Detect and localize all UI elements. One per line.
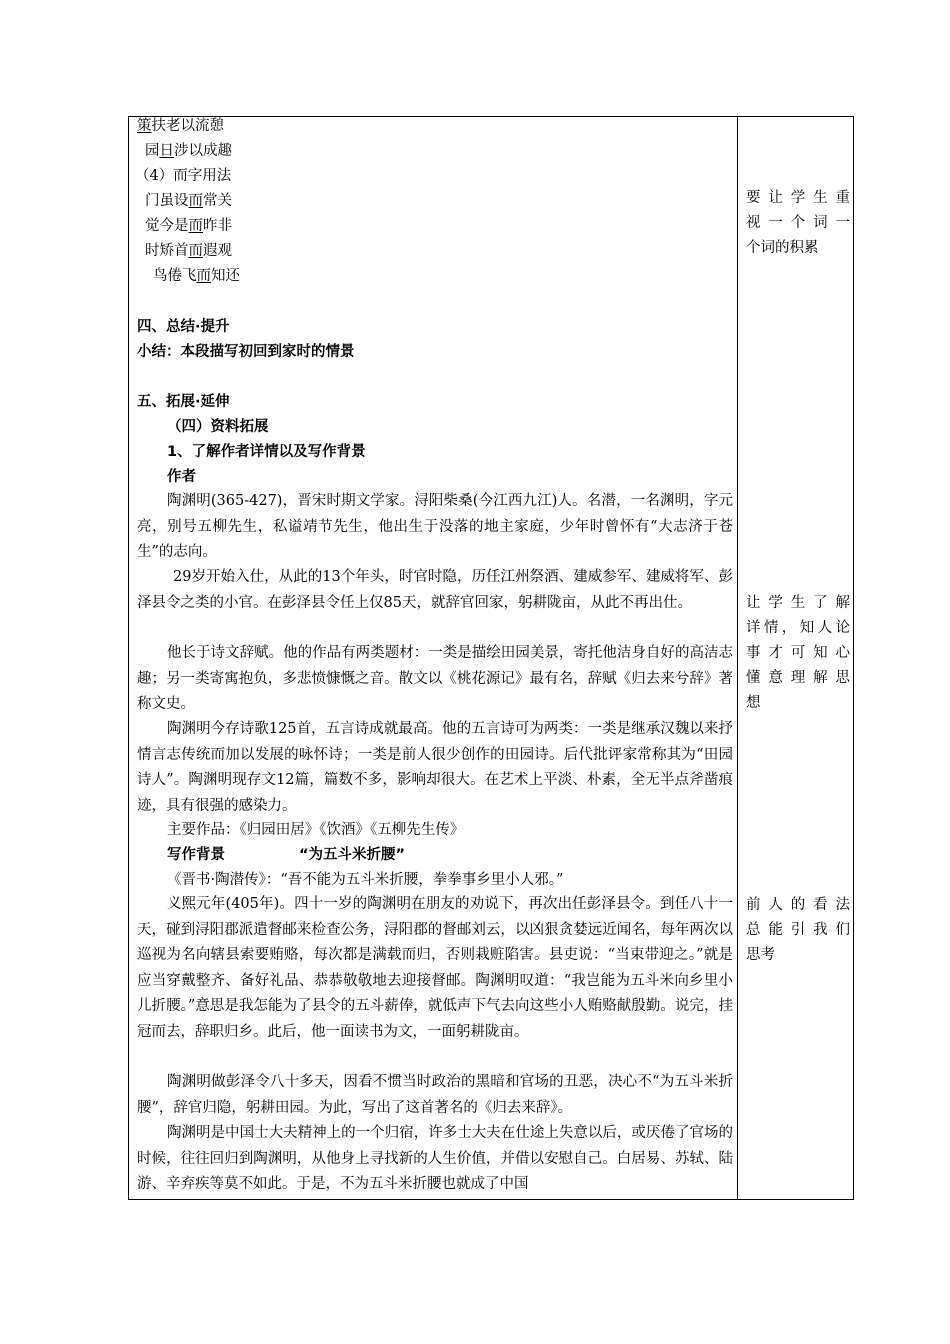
- underlined-word: 日: [159, 143, 174, 159]
- note-3-line: 思考: [746, 947, 775, 963]
- main-works: 主要作品：《归园田居》《饮酒》《五柳先生传》: [167, 822, 465, 838]
- background-title: “为五斗米折腰”: [299, 847, 406, 863]
- subsection-heading: （四）资料拓展: [167, 419, 269, 435]
- vocab-line-2: 园日涉以成趣: [145, 143, 232, 159]
- historical-quote: 《晋书·陶潜传》：“吾不能为五斗米折腰，拳拳事乡里小人邪。”: [167, 872, 564, 888]
- er-example: 时矫首而遐观: [145, 243, 232, 259]
- column-divider: [737, 117, 738, 1199]
- background-label: 写作背景: [167, 847, 225, 863]
- underlined-word: 而: [188, 243, 203, 259]
- section-4-heading: 四、总结·提升: [137, 319, 230, 335]
- er-example: 门虽设而常关: [145, 193, 232, 209]
- author-paragraph-1: 陶渊明(365-427)，晋宋时期文学家。浔阳柴桑(今江西九江)人。名潜，一名渊明，字元亮，别号五柳先生，私谥靖节先生，他出生于没落的地主家庭，少年时曾怀有“大志济于苍生”的志向。: [137, 493, 733, 560]
- note-3-line: 前人的看法: [746, 897, 850, 913]
- er-usage-heading: （4）而字用法: [135, 168, 232, 184]
- underlined-word: 而: [196, 268, 211, 284]
- vocab-line-1: 策扶老以流憩: [137, 118, 224, 134]
- note-2-line: 懂意理解思: [746, 670, 850, 686]
- underlined-word: 而: [188, 218, 203, 234]
- background-paragraph-2: 陶渊明做彭泽令八十多天，因看不惯当时政治的黑暗和官场的丑恶，决心不“为五斗米折腰”，辞官归隐，躬耕田园。为此，写出了这首著名的《归去来辞》。: [137, 1074, 733, 1116]
- note-1-line: 个词的积累: [746, 240, 819, 256]
- underlined-word: 而: [188, 193, 203, 209]
- underlined-word: 策: [137, 118, 152, 134]
- background-paragraph-3: 陶渊明是中国士大夫精神上的一个归宿，许多士大夫在仕途上失意以后，或厌倦了官场的时候，往往回归到陶渊明，从他身上寻找新的人生价值，并借以安慰自己。白居易、苏轼、陆游、辛弃疾等莫不如此。于是，不为五斗米折腰也就成了中国: [137, 1125, 733, 1192]
- section-5-heading: 五、拓展·延伸: [137, 394, 230, 410]
- author-label: 作者: [167, 469, 196, 485]
- author-paragraph-3: 他长于诗文辞赋。他的作品有两类题材：一类是描绘田园美景，寄托他洁身自好的高洁志趣；另一类寄寓抱负，多悲愤慷慨之音。散文以《桃花源记》最有名，辞赋《归去来兮辞》著称文史。: [137, 645, 733, 712]
- item-heading: 1、了解作者详情以及写作背景: [167, 444, 366, 460]
- author-paragraph-2: 29岁开始入仕，从此的13个年头，时官时隐，历任江州祭酒、建威参军、建威将军、彭泽县令之类的小官。在彭泽县令任上仅85天，就辞官回家，躬耕陇亩，从此不再出仕。: [137, 569, 733, 611]
- note-2-line: 让学生了解: [746, 595, 850, 611]
- note-2-line: 详情，知人论: [746, 620, 850, 636]
- note-1-line: 要让学生重: [746, 190, 850, 206]
- note-3-line: 总能引我们: [746, 922, 850, 938]
- background-paragraph-1: 义熙元年(405年)。四十一岁的陶渊明在朋友的劝说下，再次出任彭泽县令。到任八十一天，碰到浔阳郡派遣督邮来检查公务，浔阳郡的督邮刘云，以凶狠贪婪远近闻名，每年两次以巡视为名向辖县索要贿赂，每次都是满载而归，否则栽赃陷害。县吏说：“当束带迎之。”就是应当穿戴整齐、备好礼品、恭恭敬敬地去迎接督邮。陶渊明叹道：“我岂能为五斗米向乡里小儿折腰。”意思是我怎能为了县令的五斗薪俸，就低声下气去向这些小人贿赂献殷勤。说完，挂冠而去，辞职归乡。此后，他一面读书为文，一面躬耕陇亩。: [137, 896, 733, 1040]
- er-example: 鸟倦飞而知还: [153, 268, 240, 284]
- note-2-line: 想: [746, 695, 761, 711]
- note-1-line: 视一个词一: [746, 215, 850, 231]
- lesson-plan-table: [128, 116, 854, 1200]
- er-example: 觉今是而昨非: [145, 218, 232, 234]
- summary-text: 小结：本段描写初回到家时的情景: [137, 344, 355, 360]
- note-2-line: 事才可知心: [746, 645, 850, 661]
- author-paragraph-4: 陶渊明今存诗歌125首，五言诗成就最高。他的五言诗可为两类：一类是继承汉魏以来抒情言志传统而加以发展的咏怀诗；一类是前人很少创作的田园诗。后代批评家常称其为“田园诗人”。陶渊明现存文12篇，篇数不多，影响却很大。在艺术上平淡、朴素，全无半点斧凿痕迹，具有很强的感染力。: [137, 721, 733, 814]
